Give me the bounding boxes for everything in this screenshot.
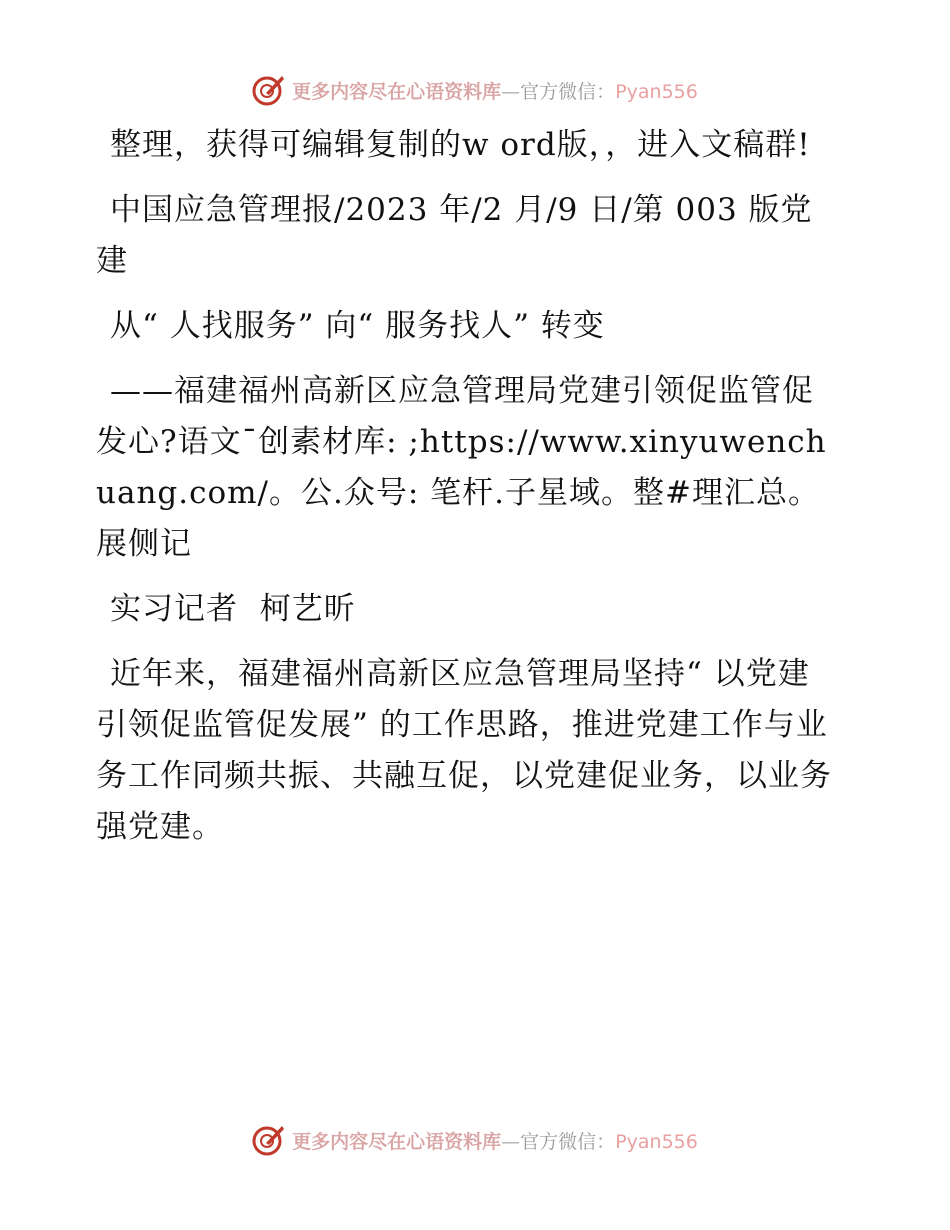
article-subtitle: ——福建福州高新区应急管理局党建引领促监管促发心?语文¯创素材库: ;https://www.xinyuwenchuang.com/。公.众号: 笔杆.子星域。整#理汇总。展侧记 — [96, 373, 827, 562]
article-lead-paragraph: 近年来，福建福州高新区应急管理局坚持“ 以党建引领促监管促发展” 的工作思路，推进党建工作与业务工作同频共振、共融互促，以党建促业务，以业务强党建。 — [96, 656, 832, 845]
watermark-wechat-id: Pyan556 — [615, 1130, 698, 1153]
article-byline: 实习记者 柯艺昕 — [110, 591, 356, 627]
paragraph-intro: 整理，获得可编辑复制的w ord版，，进入文稿群! — [110, 127, 811, 163]
watermark-dash: — — [501, 1130, 521, 1153]
header-watermark — [0, 70, 950, 110]
article-title: 从“ 人找服务” 向“ 服务找人” 转变 — [110, 308, 605, 344]
quill-logo-icon — [252, 73, 286, 107]
watermark-wechat-label: 官方微信： — [520, 1130, 616, 1153]
document-body — [96, 120, 841, 867]
watermark-main-text: 更多内容尽在心语资料库 — [292, 80, 502, 103]
watermark-main-text: 更多内容尽在心语资料库 — [292, 1130, 502, 1153]
paragraph-source: 中国应急管理报/2023 年/2 月/9 日/第 003 版党建 — [96, 192, 813, 279]
watermark-dash: — — [501, 80, 521, 103]
quill-logo-icon — [252, 1123, 286, 1157]
footer-watermark — [0, 1120, 950, 1160]
watermark-wechat-label: 官方微信： — [520, 80, 616, 103]
watermark-wechat-id: Pyan556 — [615, 80, 698, 103]
